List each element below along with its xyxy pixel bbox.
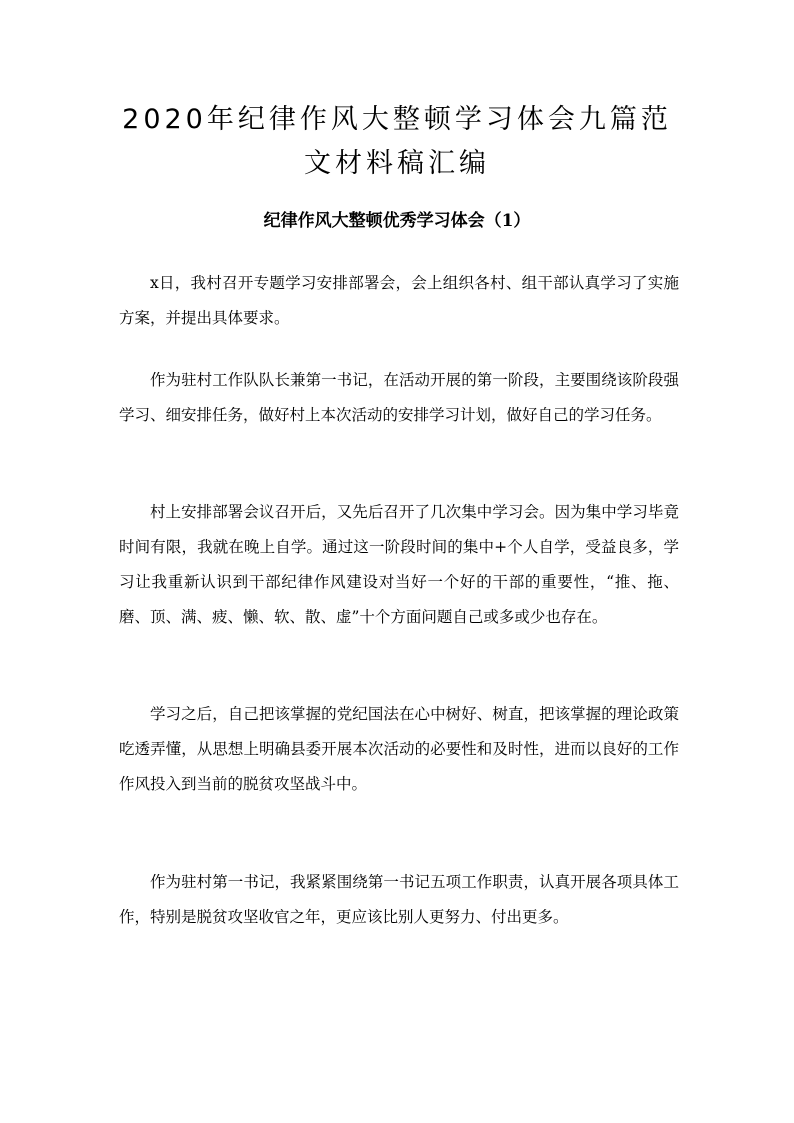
document-title-line-1: 2020年纪律作风大整顿学习体会九篇范 bbox=[122, 104, 672, 135]
paragraph-5: 作为驻村第一书记，我紧紧围绕第一书记五项工作职责，认真开展各项具体工作，特别是脱贫攻坚收官之年，更应该比别人更努力、付出更多。 bbox=[119, 873, 679, 926]
section-heading: 纪律作风大整顿优秀学习体会（1） bbox=[263, 211, 531, 231]
document-title-line-2: 文材料稿汇编 bbox=[304, 148, 490, 179]
paragraph-3: 村上安排部署会议召开后，又先后召开了几次集中学习会。因为集中学习毕竟时间有限，我就在晚上自学。通过这一阶段时间的集中+个人自学，受益良多，学习让我重新认识到干部纪律作风建设对当好一个好的干部的重要性，“推、拖、磨、顶、满、疲、懒、软、散、虚”十个方面问题自己或多或少也存在。 bbox=[119, 503, 679, 626]
paragraph-4: 学习之后，自己把该掌握的党纪国法在心中树好、树直，把该掌握的理论政策吃透弄懂，从思想上明确县委开展本次活动的必要性和及时性，进而以良好的工作作风投入到当前的脱贫攻坚战斗中。 bbox=[119, 705, 679, 793]
paragraph-2: 作为驻村工作队队长兼第一书记，在活动开展的第一阶段，主要围绕该阶段强学习、细安排任务，做好村上本次活动的安排学习计划，做好自己的学习任务。 bbox=[119, 371, 679, 424]
paragraph-1: x日，我村召开专题学习安排部署会，会上组织各村、组干部认真学习了实施方案，并提出具体要求。 bbox=[119, 274, 679, 327]
